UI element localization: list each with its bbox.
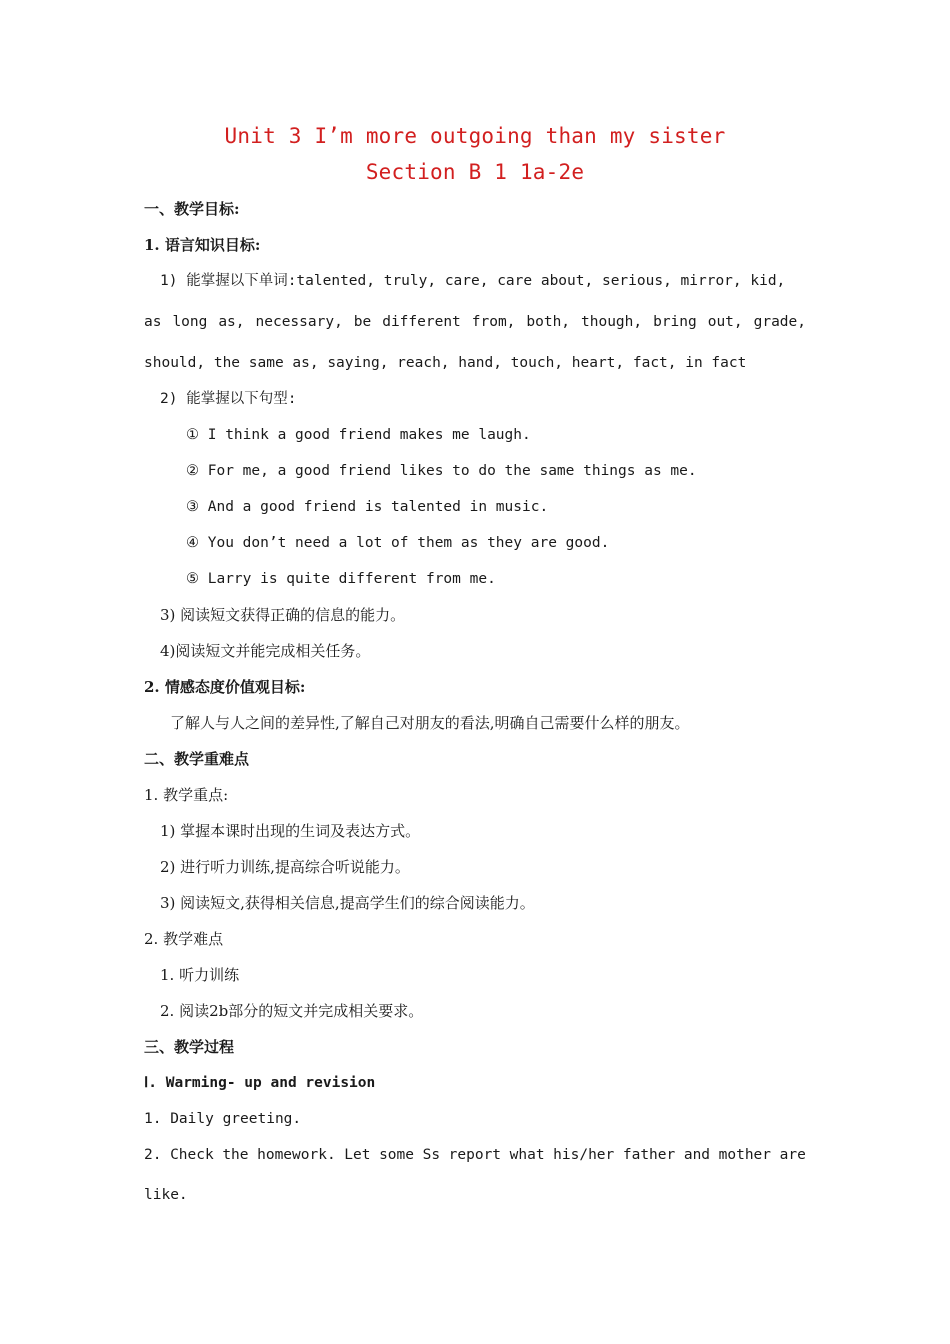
sentence-item: ③ And a good friend is talented in music. [186,499,549,515]
step-2-word: some [379,1147,414,1163]
sentence-item: ⑤ Larry is quite different from me. [186,571,496,587]
vocab-word: though, [581,314,643,330]
step-2-word: 2. [144,1147,162,1163]
objective-item-4: 4)阅读短文并能完成相关任务。 [160,642,371,660]
step-2-word: Check [170,1147,214,1163]
vocab-word: bring [653,314,697,330]
vocab-word: as [144,314,162,330]
vocab-line-2 [144,312,806,332]
step-2-word: and [683,1147,711,1163]
difficult-point-item: 2. 阅读2b部分的短文并完成相关要求。 [160,1002,424,1020]
step-2-word: mother [718,1147,772,1163]
section-3-heading: 三、教学过程 [144,1038,235,1056]
vocab-word: both, [526,314,571,330]
section-2-2-heading: 2. 教学难点 [144,930,224,948]
section-1-1-heading: 1. 语言知识目标: [144,236,261,254]
step-2-word: homework. [257,1147,336,1163]
step-2-word: Let [344,1147,371,1163]
step-2-line-1 [144,1145,806,1165]
sentence-item: ② For me, a good friend likes to do the same things as me. [186,463,697,479]
step-2-word: the [222,1147,249,1163]
vocab-word: grade, [753,314,806,330]
vocab-word: necessary, [255,314,343,330]
section-2-1-heading: 1. 教学重点: [144,786,229,804]
vocab-word: from, [471,314,516,330]
vocab-word: as, [218,314,245,330]
sentence-item: ④ You don’t need a lot of them as they are good. [186,535,610,551]
step-1: 1. Daily greeting. [144,1111,302,1127]
vocab-word: out, [707,314,743,330]
section-2-heading: 二、教学重难点 [144,750,250,768]
key-point-item: 1) 掌握本课时出现的生词及表达方式。 [160,822,421,840]
step-2-word: father [622,1147,676,1163]
document-title: Unit 3 I’m more outgoing than my sister [224,124,726,148]
step-2-word: what [509,1147,545,1163]
difficult-point-item: 1. 听力训练 [160,966,240,984]
key-point-item: 3) 阅读短文,获得相关信息,提高学生们的综合阅读能力。 [160,894,535,912]
section-3-1-heading: Ⅰ. Warming- up and revision [144,1075,376,1091]
vocab-word: long [172,314,208,330]
step-2-word: his/her [553,1147,615,1163]
step-2-word: are [779,1147,806,1163]
document-subtitle: Section B 1 1a-2e [365,160,585,184]
section-1-2-heading: 2. 情感态度价值观目标: [144,678,306,696]
step-2-line-2: like. [144,1187,188,1203]
step-2-word: report [448,1147,502,1163]
vocab-word: different [382,314,461,330]
sentences-intro: 2) 能掌握以下句型: [160,391,297,407]
section-1-heading: 一、教学目标: [144,200,240,218]
vocab-line-1: 1) 能掌握以下单词:talented, truly, care, care about, serious, mirror, kid, [160,273,786,289]
vocab-line-3: should, the same as, saying, reach, hand, touch, heart, fact, in fact [144,355,747,371]
key-point-item: 2) 进行听力训练,提高综合听说能力。 [160,858,410,876]
sentence-item: ① I think a good friend makes me laugh. [186,427,531,443]
objective-item-3: 3) 阅读短文获得正确的信息的能力。 [160,606,406,624]
step-2-word: Ss [422,1147,441,1163]
vocab-word: be [353,314,372,330]
attitude-goal-text: 了解人与人之间的差异性,了解自己对朋友的看法,明确自己需要什么样的朋友。 [170,714,690,732]
